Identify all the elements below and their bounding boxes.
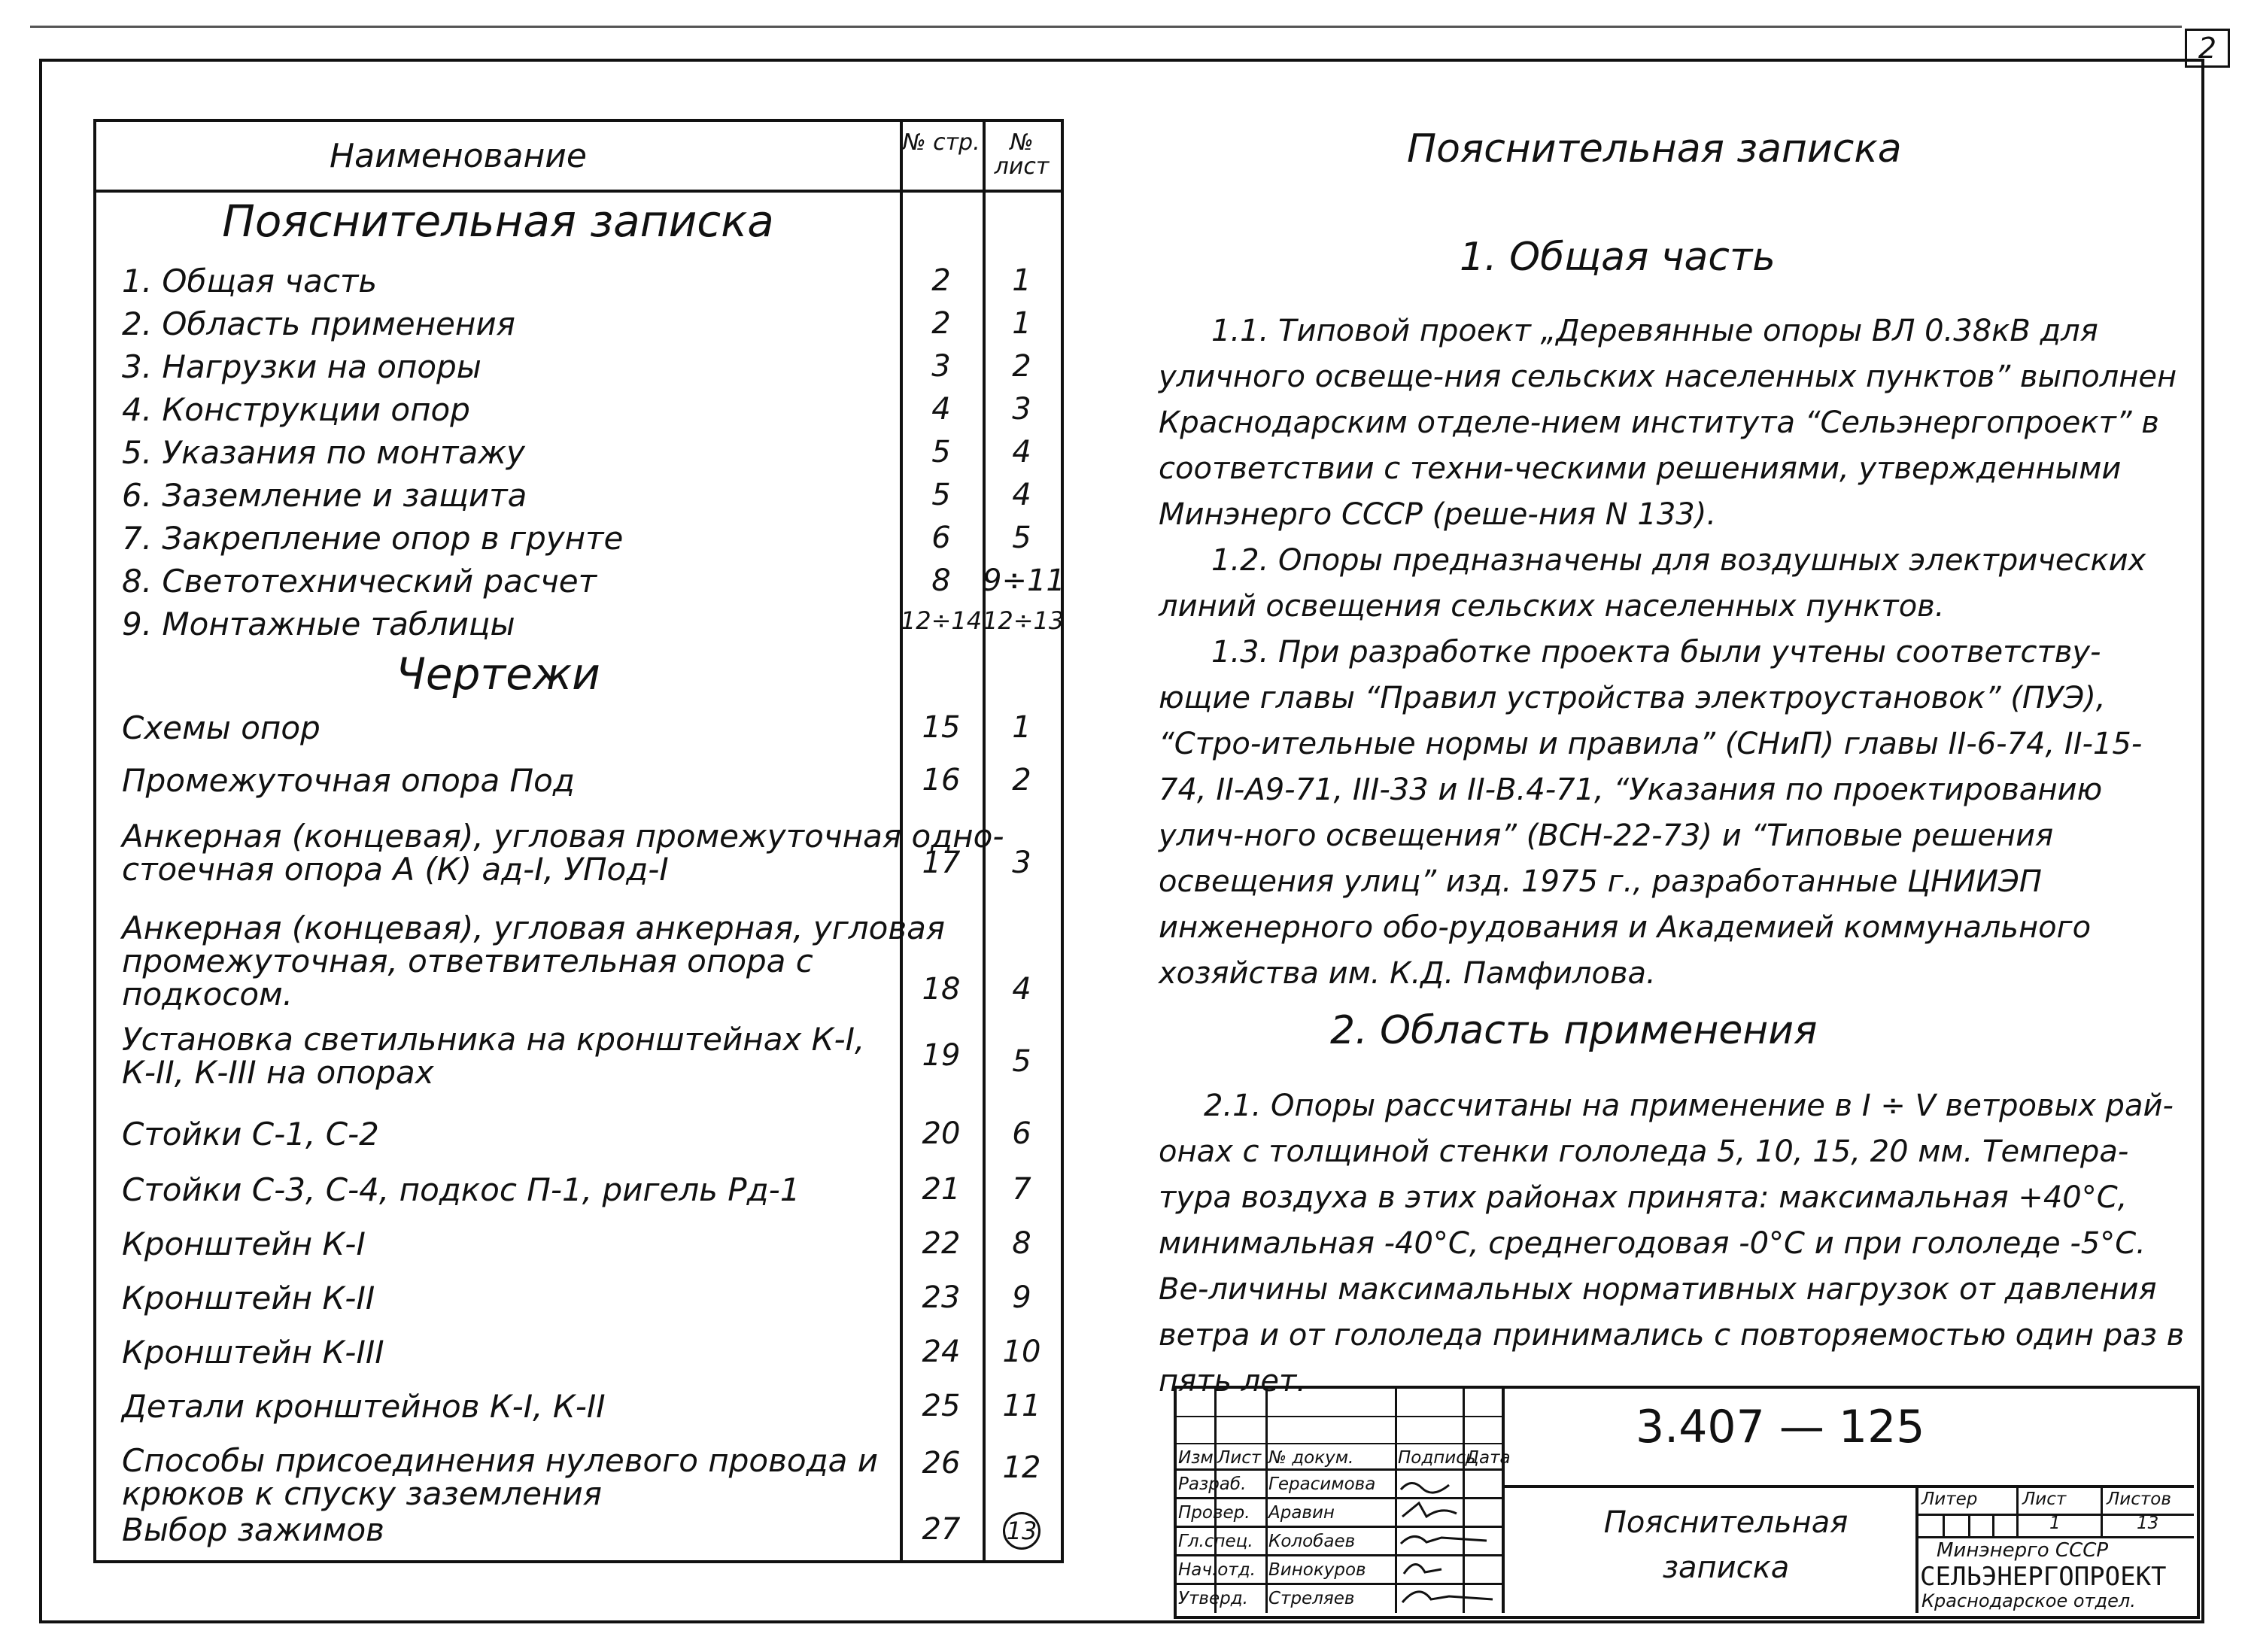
grid-line (1992, 1514, 1994, 1536)
col-date: Дата (1466, 1448, 1511, 1468)
section-title-note: Пояснительная записка (222, 196, 774, 247)
row-sheet: 3 (1012, 392, 1031, 427)
col-sign: Подпись (1398, 1448, 1476, 1468)
row-sheet: 12 (1002, 1450, 1041, 1485)
row-page: 15 (922, 710, 961, 745)
row-title: 2. Область применения (122, 305, 515, 342)
sheet-column-header: № лист (994, 129, 1050, 180)
document-code: 3.407 — 125 (1636, 1401, 1925, 1453)
row-page: 25 (922, 1389, 961, 1423)
paragraph-1-3: 1.3. При разработке проекта были учтены соответству-ющие главы “Правил устройства электроустановок” (ПУЭ), “Стро-ительные нормы и правила” (СНиП) главы II-6-74, II-15-74, II-А9-71, III-33 и II-В.4-71, “Указания по проектированию улич-ного освещения” (ВСН-22-73) и “Типовые решения освещения улиц” изд. 1975 г., разработанные ЦНИИЭП инженерного обо-рудования и Академией коммунального хозяйства им. К.Д. Памфилова. (1159, 635, 2143, 991)
row-page: 2 (931, 306, 951, 341)
role-name: Аравин (1268, 1503, 1335, 1523)
row-page: 21 (922, 1172, 961, 1207)
section2-heading: 2. Область применения (1330, 1008, 1818, 1053)
grid-line (2101, 1485, 2103, 1536)
row-title-line: Анкерная (концевая), угловая промежуточная одно- (122, 818, 1004, 855)
row-title: 1. Общая часть (122, 263, 378, 299)
row-sheet: 6 (1012, 1116, 1031, 1151)
row-title: 3. Нагрузки на опоры (122, 348, 482, 385)
row-sheet: 2 (1012, 349, 1031, 384)
row-page: 19 (922, 1038, 961, 1073)
row-title: 6. Заземление и защита (122, 477, 527, 514)
role-name: Колобаев (1268, 1532, 1356, 1551)
row-page: 20 (922, 1116, 961, 1151)
row-title: Кронштейн К-III (122, 1334, 384, 1371)
sheets-value: 13 (2137, 1514, 2159, 1533)
row-title: Выбор зажимов (122, 1511, 384, 1548)
row-page: 18 (922, 972, 961, 1007)
section-title-drawings: Чертежи (396, 648, 600, 700)
row-title-line: Установка светильника на кронштейнах К-I, (122, 1021, 865, 1058)
row-sheet: 12÷13 (983, 606, 1065, 635)
role-label: Гл.спец. (1178, 1532, 1253, 1551)
row-title-line: подкосом. (122, 976, 293, 1013)
row-page: 26 (922, 1446, 961, 1480)
grid-line (1265, 1389, 1268, 1613)
grid-line (1502, 1485, 2194, 1488)
row-sheet: 4 (1012, 478, 1031, 512)
row-page: 5 (931, 435, 951, 469)
row-sheet: 1 (1012, 306, 1031, 341)
row-page: 6 (931, 521, 951, 555)
row-title: 7. Закрепление опор в грунте (122, 520, 624, 557)
row-title: Промежуточная опора Под (122, 762, 575, 799)
row-sheet: 9÷11 (983, 563, 1065, 598)
col-doc: № докум. (1268, 1448, 1354, 1468)
row-sheet: 1 (1012, 263, 1031, 298)
role-label: Разраб. (1178, 1474, 1247, 1494)
row-page: 3 (931, 349, 951, 384)
row-title-line: Способы присоединения нулевого провода и (122, 1442, 878, 1479)
row-title-line: промежуточная, ответвительная опора с (122, 943, 813, 979)
paragraph-2-1: 2.1. Опоры рассчитаны на применение в I ÷ V ветровых рай-онах с толщиной стенки гололеда 5, 10, 15, 20 мм. Темпера-тура воздуха в этих районах принята: максимальная +40°С, минимальная -40°С, среднегодовая -0°С и при гололеде -5°С. Ве-личины максимальных нормативных нагрузок от давления ветра и от гололеда принимались с повторяемостью один раз в пять лет. (1159, 1089, 2185, 1398)
role-name: Герасимова (1268, 1474, 1376, 1494)
organization-ministry: Минэнерго СССР (1937, 1539, 2109, 1562)
sheets-label: Листов (2107, 1490, 2171, 1509)
grid-line (1177, 1416, 1502, 1417)
row-title-line: К-II, К-III на опорах (122, 1054, 434, 1091)
organization-branch: Краснодарское отдел. (1921, 1590, 2136, 1611)
row-page: 27 (922, 1512, 961, 1547)
row-sheet: 7 (1012, 1172, 1031, 1207)
page-column-header: № стр. (902, 129, 980, 156)
sheet-value: 1 (2049, 1514, 2061, 1533)
row-page: 24 (922, 1335, 961, 1369)
row-sheet: 2 (1012, 763, 1031, 797)
row-page: 23 (922, 1280, 961, 1315)
col-izm: Изм (1178, 1448, 1214, 1468)
row-sheet: 8 (1012, 1226, 1031, 1261)
row-title: Схемы опор (122, 709, 320, 746)
row-title: Стойки С-1, С-2 (122, 1116, 379, 1152)
row-sheet: 4 (1012, 435, 1031, 469)
organization-name: СЕЛЬЭНЕРГОПРОЕКТ (1920, 1562, 2167, 1592)
row-title: Кронштейн К-II (122, 1280, 375, 1316)
grid-line (1177, 1443, 1502, 1444)
lit-label: Литер (1921, 1490, 1978, 1509)
row-page: 4 (931, 392, 951, 427)
row-sheet: 3 (1012, 846, 1031, 880)
role-label: Утверд. (1178, 1589, 1248, 1608)
table-header-divider (96, 190, 1061, 193)
grid-line (1502, 1389, 1505, 1613)
row-page: 2 (931, 263, 951, 298)
grid-line (1943, 1514, 1945, 1536)
row-title: 5. Указания по монтажу (122, 434, 525, 471)
circled-sheet-number: 13 (1003, 1512, 1040, 1550)
row-sheet: 5 (1012, 521, 1031, 555)
role-label: Нач.отд. (1178, 1560, 1256, 1580)
row-sheet: 5 (1012, 1044, 1031, 1079)
sheet-number: 2 (2185, 29, 2230, 68)
row-page: 12÷14 (900, 606, 983, 635)
row-title-line: Анкерная (концевая), угловая анкерная, угловая (122, 910, 946, 946)
note-title: Пояснительная записка (1407, 126, 1902, 172)
row-title-line: стоечная опора А (К) ад-I, УПод-I (122, 851, 669, 888)
top-border-line (30, 26, 2182, 28)
row-title: Кронштейн К-I (122, 1225, 366, 1262)
row-title: 8. Светотехнический расчет (122, 563, 597, 600)
sheet-label: Лист (2022, 1490, 2067, 1509)
role-name: Винокуров (1268, 1560, 1366, 1580)
grid-line (1968, 1514, 1970, 1536)
signatures (1396, 1470, 1499, 1613)
row-sheet: 11 (1002, 1389, 1041, 1423)
paragraph-1-1: 1.1. Типовой проект „Деревянные опоры ВЛ 0.38кВ для уличного освеще-ния сельских населенных пунктов” выполнен Краснодарским отделе-нием института “Сельэнергопроект” в соответствии с техни-ческими решениями, утвержденными Минэнерго СССР (реше-ния N 133). (1159, 314, 2177, 532)
document-title: Пояснительная записка (1603, 1505, 1849, 1585)
grid-line (1915, 1536, 2194, 1538)
row-title-line: крюков к спуску заземления (122, 1475, 602, 1512)
row-sheet: 4 (1012, 972, 1031, 1007)
grid-line (1915, 1485, 1918, 1613)
row-page: 8 (931, 563, 951, 598)
paragraph-1-2: 1.2. Опоры предназначены для воздушных электрических линий освещения сельских населенных пунктов. (1159, 543, 2146, 624)
row-title: 4. Конструкции опор (122, 391, 470, 428)
row-page: 22 (922, 1226, 961, 1261)
role-name: Стреляев (1268, 1589, 1355, 1608)
section1-text (1159, 308, 2189, 997)
name-column-header: Наименование (330, 137, 587, 175)
contents-table (93, 119, 1064, 1563)
row-sheet (983, 1512, 1061, 1550)
col-list: Лист (1217, 1448, 1262, 1468)
title-block (1174, 1386, 2200, 1619)
row-title: 9. Монтажные таблицы (122, 606, 515, 642)
section2-text (1159, 1083, 2189, 1405)
row-title: Стойки С-3, С-4, подкос П-1, ригель Рд-1 (122, 1171, 800, 1208)
row-page: 17 (922, 846, 961, 880)
role-label: Провер. (1178, 1503, 1250, 1523)
row-sheet: 1 (1012, 710, 1031, 745)
row-page: 5 (931, 478, 951, 512)
section1-heading: 1. Общая часть (1460, 235, 1776, 280)
row-sheet: 9 (1012, 1280, 1031, 1315)
grid-line (2016, 1485, 2019, 1536)
row-page: 16 (922, 763, 961, 797)
row-title: Детали кронштейнов К-I, К-II (122, 1388, 606, 1425)
row-sheet: 10 (1002, 1335, 1041, 1369)
